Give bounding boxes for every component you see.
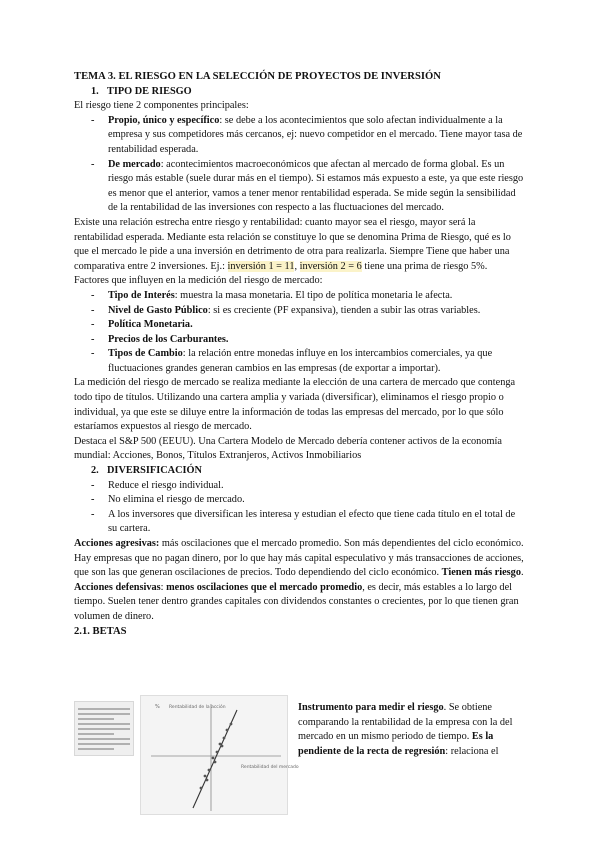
market-measure-paragraph: La medición del riesgo de mercado se realiza mediante la elección de una cartera de mercado que contenga todo tipo de títulos. Utilizando una cartera amplia y variada (diversificar), eliminamos el riesgo propio o individual, ya que este se diluye entre la información de todas las empresas del mercado, por lo que sólo estaríamos expuestos al riesgo de mercado. bbox=[74, 377, 516, 433]
list-item bbox=[90, 158, 526, 216]
defensive-paragraph bbox=[74, 581, 526, 625]
term: De mercado bbox=[108, 158, 161, 170]
sp500-paragraph: Destaca el S&P 500 (EEUU). Una Cartera Modelo de Mercado debería contener activos de la economía mundial: Acciones, Bonos, Títulos Extranjeros, Activos Inmobiliarios bbox=[74, 435, 502, 462]
paragraph-text: , es decir, más estables a lo largo del tiempo. Suelen tener dentro grandes capitales con dividendos constantes o crecientes, por lo que tienen gran volumen de dinero. bbox=[74, 581, 519, 622]
list-item: - Reduce el riesgo individual. bbox=[90, 479, 526, 494]
section-label: DIVERSIFICACIÓN bbox=[107, 465, 202, 477]
separator: , bbox=[294, 260, 300, 272]
section-heading-1 bbox=[74, 85, 526, 100]
chart-y-label: Rentabilidad de la acción bbox=[169, 705, 226, 710]
emphasis: Es la pendiente de la recta de regresión bbox=[298, 731, 494, 757]
list-item: - No elimina el riesgo de mercado. bbox=[90, 493, 526, 508]
risk-type-list bbox=[74, 114, 526, 216]
list-item bbox=[90, 347, 526, 376]
subsection-heading-2-1: 2.1. BETAS bbox=[74, 625, 127, 637]
emphasis: Tienen más riesgo bbox=[441, 567, 521, 579]
chart-x-label: Rentabilidad del mercado bbox=[241, 765, 299, 770]
list-item bbox=[90, 114, 526, 158]
item-text: : muestra la masa monetaria. El tipo de política monetaria le afecta. bbox=[174, 289, 453, 301]
paragraph-text: : relaciona el bbox=[445, 745, 499, 757]
paragraph-text: . bbox=[520, 567, 524, 579]
diversification-list bbox=[74, 479, 526, 537]
list-item: - A los inversores que diversifican les interesa y estudian el efecto que tiene cada título en el total de su cartera. bbox=[90, 508, 526, 537]
aggressive-paragraph bbox=[74, 537, 526, 581]
term: Instrumento para medir el riesgo bbox=[298, 702, 444, 713]
section-label: TIPO DE RIESGO bbox=[107, 85, 192, 97]
item-text: : se debe a los acontecimientos que solo afectan individualmente a la empresa y sus competidores más cercanos, ej: nuevo competidor en el mercado. Tiene mayor tasa de rentabilidad esperada. bbox=[108, 114, 523, 155]
highlight: inversión 2 = 6 bbox=[299, 260, 362, 272]
section-number: 1. bbox=[91, 85, 99, 97]
chart-svg bbox=[141, 696, 299, 816]
paragraph-text: Existe una relación estrecha entre riesgo y rentabilidad: cuanto mayor sea el riesgo, mayor será la rentabilidad esperada. Mediante esta relación se constituye lo que se denomina Prima de Riesgo, qué es lo que el mercado le pide a una inversión en detrimento de otra para realizarla. Siempre Tiene que haber una comparativa entre 2 inversiones. Ej.: bbox=[74, 216, 511, 272]
term: Política Monetaria. bbox=[108, 319, 193, 331]
text-thumbnail-image bbox=[74, 701, 134, 756]
betas-paragraph bbox=[298, 701, 526, 759]
item-text: : la relación entre monedas influye en los intercambios comerciales, ya que fluctuaciones grandes generan cambios en las empresas (de exportar a importar). bbox=[108, 348, 493, 374]
term: Precios de los Carburantes. bbox=[108, 333, 229, 345]
item-text: : acontecimientos macroeconómicos que afectan al mercado de forma global. Es un riesgo más estable (suele durar más en el tiempo). Si estamos más expuesto a este, ya que este riesgo es menor que el anterior, vamos a tener menor rentabilidad esperada. Se mide según la sensibilidad de la rentabilidad de las inversiones con respecto a las fluctuaciones del mercado. bbox=[108, 158, 524, 214]
document-body bbox=[74, 70, 526, 639]
list-item bbox=[90, 289, 526, 304]
term: Acciones defensivas bbox=[74, 581, 161, 593]
list-item bbox=[90, 304, 526, 319]
factors-intro: Factores que influyen en la medición del riesgo de mercado: bbox=[74, 275, 323, 287]
paragraph-text: . Se obtiene comparando la rentabilidad de la empresa con la del mercado en un mismo periodo de tiempo. bbox=[298, 702, 513, 743]
page-title: TEMA 3. EL RIESGO EN LA SELECCIÓN DE PROYECTOS DE INVERSIÓN bbox=[74, 71, 441, 82]
betas-section bbox=[74, 695, 526, 805]
list-item bbox=[90, 333, 526, 348]
factors-list bbox=[74, 289, 526, 377]
item-text: : si es creciente (PF expansiva), tienden a subir las otras variables. bbox=[207, 304, 481, 316]
beta-regression-chart bbox=[140, 695, 299, 815]
intro-paragraph: El riesgo tiene 2 componentes principales: bbox=[74, 100, 249, 112]
chart-axis-unit: % bbox=[155, 704, 160, 710]
emphasis: menos oscilaciones que el mercado promedio bbox=[166, 581, 363, 593]
section-heading-2 bbox=[74, 464, 526, 479]
section-number: 2. bbox=[91, 465, 99, 477]
term: Propio, único y específico bbox=[108, 114, 220, 126]
term: Nivel de Gasto Público bbox=[108, 304, 208, 316]
highlight: inversión 1 = 11 bbox=[227, 260, 295, 272]
list-item bbox=[90, 318, 526, 333]
term: Acciones agresivas: bbox=[74, 538, 160, 549]
relation-paragraph bbox=[74, 216, 526, 274]
paragraph-text: tiene una prima de riesgo 5%. bbox=[361, 260, 488, 272]
paragraph-text: más oscilaciones que el mercado promedio. Son más dependientes del ciclo económico. Hay empresas que no pagan dinero, por lo que hay más capital especulativo y más transacciones de acciones, que son las que generan oscilaciones de precios. Todo dependiendo del ciclo económico. bbox=[74, 538, 524, 579]
term: Tipos de Cambio bbox=[108, 348, 183, 360]
separator: : bbox=[160, 581, 167, 593]
term: Tipo de Interés bbox=[108, 289, 175, 301]
